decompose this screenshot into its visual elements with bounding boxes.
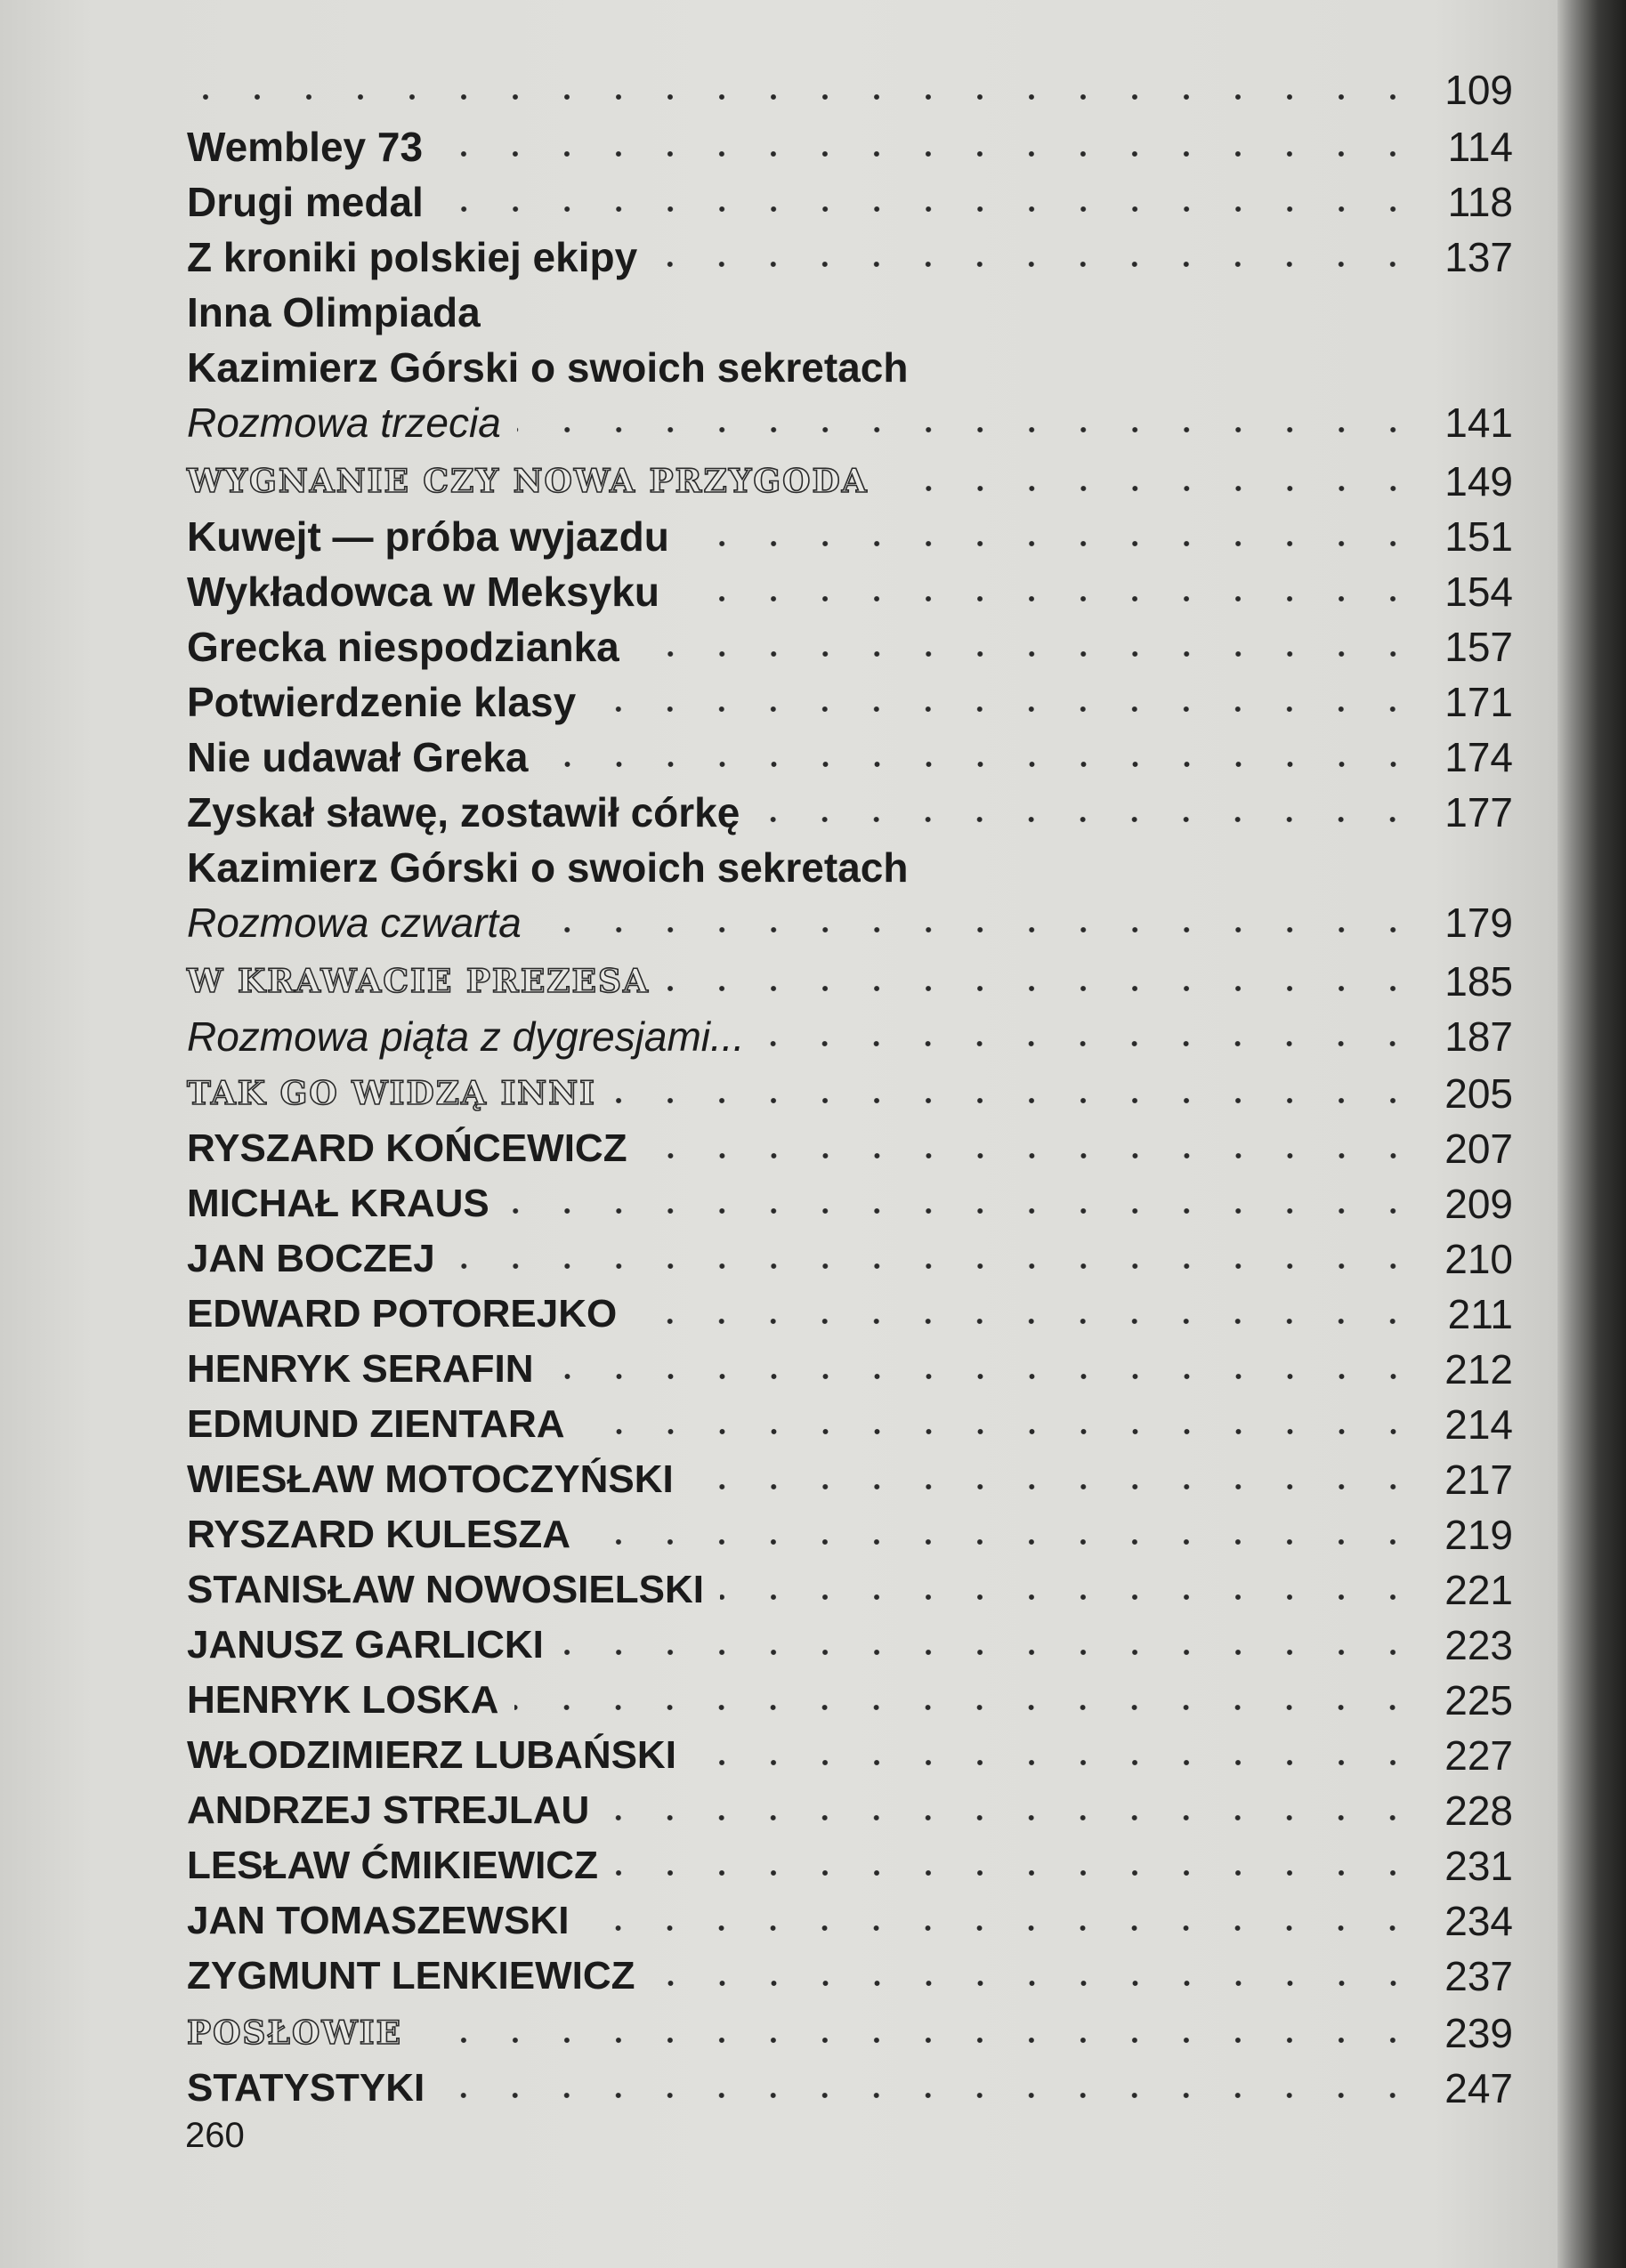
toc-entry: [187, 454, 1513, 509]
toc-entry: [187, 230, 1513, 285]
dot-leader: [605, 1813, 1419, 1822]
dot-leader: [690, 1482, 1419, 1491]
dot-leader: [635, 650, 1419, 658]
toc-page-number: 177: [1444, 789, 1513, 835]
toc-entry-title: Grecka niespodzianka: [187, 624, 619, 670]
page-edge-shadow: [1557, 0, 1626, 2268]
dot-leader: [581, 1427, 1420, 1436]
dot-leader: [651, 1979, 1419, 1988]
toc-page-number: 207: [1444, 1126, 1513, 1172]
toc-page-number: 179: [1444, 900, 1513, 946]
dot-leader: [760, 1039, 1419, 1048]
toc-entry: [187, 1176, 1513, 1231]
toc-entry-title: JANUSZ GARLICKI: [187, 1623, 544, 1667]
toc-section-title: TAK GO WIDZĄ INNI: [187, 1075, 596, 1112]
dot-leader: [675, 594, 1419, 603]
toc-entry: [187, 954, 1513, 1009]
toc-entry: [187, 340, 1513, 395]
dot-leader: [586, 1538, 1419, 1546]
toc-entry: [187, 1287, 1513, 1342]
toc-page-number: 225: [1444, 1677, 1513, 1723]
toc-page-number: 221: [1444, 1567, 1513, 1613]
toc-entry-title: JAN TOMASZEWSKI: [187, 1899, 570, 1942]
toc-entry-title: HENRYK SERAFIN: [187, 1347, 534, 1391]
toc-entry-title: Inna Olimpiada: [187, 289, 481, 335]
toc-entry-title: ANDRZEJ STREJLAU: [187, 1788, 590, 1832]
toc-page-number: 234: [1444, 1898, 1513, 1944]
toc-entry: [187, 1507, 1513, 1562]
dot-leader: [643, 1151, 1419, 1160]
dot-leader: [756, 815, 1419, 824]
toc-entry: [187, 895, 1513, 950]
toc-section-title: W KRAWACIE PREZESA: [187, 963, 650, 1000]
toc-entry-title: EDWARD POTOREJKO: [187, 1292, 618, 1336]
toc-page-number: 209: [1444, 1181, 1513, 1227]
toc-entry-title: Wembley 73: [187, 124, 424, 170]
dot-leader: [560, 1648, 1419, 1657]
toc-entry: [187, 785, 1513, 840]
toc-entry: [187, 1342, 1513, 1397]
toc-entry-title: WŁODZIMIERZ LUBAŃSKI: [187, 1733, 676, 1777]
toc-entry-title: Rozmowa piąta z dygresjami...: [187, 1013, 745, 1060]
toc-entry: [187, 1121, 1513, 1176]
toc-entry-title: ZYGMUNT LENKIEWICZ: [187, 1954, 635, 1998]
toc-entry-title: Kuwejt — próba wyjazdu: [187, 513, 669, 560]
toc-page-number: 141: [1444, 400, 1513, 446]
toc-entry: [187, 564, 1513, 619]
toc-entry-title: Wykładowca w Meksyku: [187, 569, 659, 615]
dot-leader: [538, 925, 1419, 934]
toc-entry-title: Zyskał sławę, zostawił córkę: [187, 789, 740, 835]
toc-entry-title: Drugi medal: [187, 179, 424, 225]
toc-entry: [187, 1893, 1513, 1949]
toc-page-number: 114: [1447, 124, 1513, 170]
toc-page-number: 227: [1444, 1732, 1513, 1779]
toc-page-number: 185: [1444, 958, 1513, 1005]
toc-entry: [187, 1673, 1513, 1728]
toc-entry-title: STANISŁAW NOWOSIELSKI: [187, 1568, 704, 1611]
toc-page-number: 247: [1444, 2065, 1513, 2111]
dot-leader: [203, 93, 1419, 101]
dot-leader: [614, 1868, 1419, 1877]
dot-leader: [653, 260, 1419, 269]
toc-entry: [187, 395, 1513, 450]
toc-page-number: 154: [1444, 569, 1513, 615]
toc-entry-title: LESŁAW ĆMIKIEWICZ: [187, 1844, 598, 1887]
toc-page-number: 109: [1444, 67, 1513, 113]
toc-section-title: POSŁOWIE: [187, 2014, 403, 2052]
page-number: 260: [185, 2116, 245, 2155]
toc-entry: [187, 1066, 1513, 1121]
dot-leader: [441, 2091, 1419, 2100]
dot-leader: [592, 705, 1419, 714]
dot-leader: [633, 1317, 1419, 1326]
toc-entry-title: Rozmowa czwarta: [187, 900, 522, 946]
toc-entry-title: Kazimierz Górski o swoich sekretach: [187, 344, 909, 391]
dot-leader: [550, 1372, 1419, 1381]
dot-leader: [585, 1924, 1419, 1933]
toc-page-number: 211: [1447, 1291, 1513, 1337]
dot-leader: [517, 425, 1419, 434]
toc-entry: [187, 730, 1513, 785]
toc-entry: [187, 285, 1513, 340]
toc-entry-title: JAN BOCZEJ: [187, 1237, 435, 1280]
toc-entry-title: Nie udawał Greka: [187, 734, 529, 780]
toc-entry: [187, 2061, 1513, 2116]
toc-entry: [187, 119, 1513, 174]
toc-page-number: 219: [1444, 1512, 1513, 1558]
dot-leader: [418, 2036, 1419, 2045]
toc-entry-title: RYSZARD KULESZA: [187, 1513, 571, 1556]
dot-leader: [514, 1703, 1419, 1712]
toc-entry-title: MICHAŁ KRAUS: [187, 1182, 489, 1225]
toc-page-number: 212: [1444, 1346, 1513, 1392]
toc-entry: [187, 1562, 1513, 1618]
toc-entry-title: Z kroniki polskiej ekipy: [187, 234, 638, 280]
toc-entry: [187, 619, 1513, 674]
toc-page-number: 157: [1444, 624, 1513, 670]
dot-leader: [439, 149, 1419, 158]
toc-entry-title: Rozmowa trzecia: [187, 400, 501, 446]
toc-page-number: 118: [1447, 179, 1513, 225]
toc-entry: [187, 1783, 1513, 1838]
toc-entry: [187, 174, 1513, 230]
toc-page-number: 217: [1444, 1457, 1513, 1503]
dot-leader: [692, 1758, 1419, 1767]
toc-page-number: 205: [1444, 1070, 1513, 1117]
toc-entry-title: EDMUND ZIENTARA: [187, 1402, 565, 1446]
toc-entry: [187, 1452, 1513, 1507]
toc-page-number: 228: [1444, 1788, 1513, 1834]
toc-page-number: 171: [1444, 679, 1513, 725]
toc-page-number: 137: [1444, 234, 1513, 280]
toc-entry: [187, 2006, 1513, 2061]
toc-page-number: 149: [1444, 458, 1513, 504]
toc-page-number: 187: [1444, 1013, 1513, 1060]
toc-entry-title: Kazimierz Górski o swoich sekretach: [187, 844, 909, 891]
dot-leader: [506, 1207, 1419, 1215]
dot-leader: [666, 984, 1419, 993]
dot-leader: [885, 484, 1419, 493]
dot-leader: [685, 539, 1419, 548]
toc-entry: [187, 1838, 1513, 1893]
toc-page-number: 151: [1444, 513, 1513, 560]
toc-entry-title: STATYSTYKI: [187, 2066, 425, 2110]
dot-leader: [720, 1593, 1419, 1602]
toc-entry: [187, 1397, 1513, 1452]
toc-page-number: 223: [1444, 1622, 1513, 1668]
toc-entry: [187, 1618, 1513, 1673]
toc-entry: [187, 1728, 1513, 1783]
toc-page-number: 239: [1444, 2010, 1513, 2056]
toc-entry: [187, 509, 1513, 564]
toc-section-title: WYGNANIE CZY NOWA PRZYGODA: [187, 463, 869, 500]
dot-leader: [451, 1262, 1419, 1271]
toc-page-number: 214: [1444, 1401, 1513, 1448]
dot-leader: [545, 760, 1420, 769]
toc-entry: [187, 840, 1513, 895]
toc-page-number: 231: [1444, 1843, 1513, 1889]
toc-entry: [187, 1949, 1513, 2004]
toc-entry: [187, 1009, 1513, 1064]
toc-entry: [187, 1231, 1513, 1287]
toc-entry: [187, 62, 1513, 117]
toc-entry-title: WIESŁAW MOTOCZYŃSKI: [187, 1457, 674, 1501]
toc-page-number: 174: [1444, 734, 1513, 780]
dot-leader: [440, 205, 1419, 214]
toc-entry-title: HENRYK LOSKA: [187, 1678, 499, 1722]
dot-leader: [612, 1096, 1419, 1105]
toc-entry-title: RYSZARD KOŃCEWICZ: [187, 1126, 627, 1170]
toc-page-number: 210: [1444, 1236, 1513, 1282]
toc-entry-title: Potwierdzenie klasy: [187, 679, 577, 725]
toc-page-number: 237: [1444, 1953, 1513, 1999]
toc-entry: [187, 674, 1513, 730]
